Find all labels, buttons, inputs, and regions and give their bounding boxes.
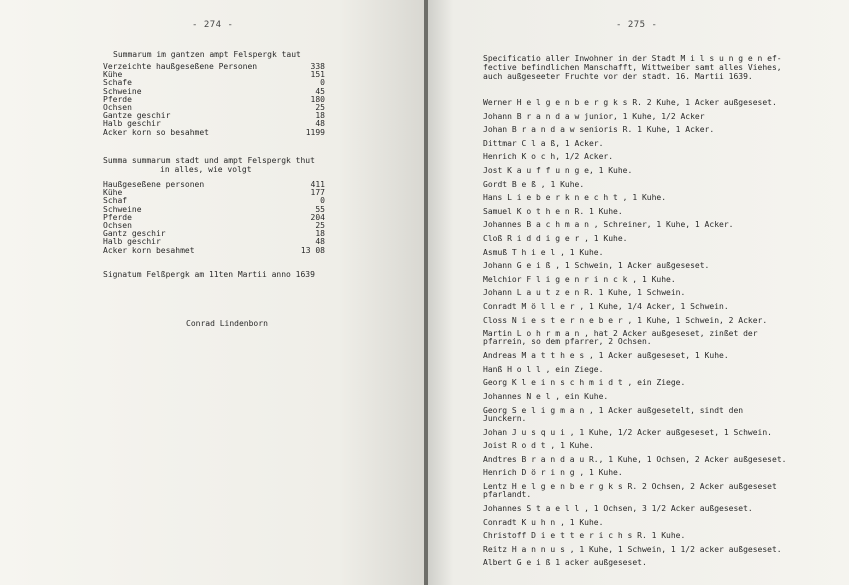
inhabitant-entry (483, 483, 843, 491)
inhabitant-entry (483, 276, 843, 284)
inhabitant-entry (483, 181, 843, 189)
tally-value: 25 (315, 103, 325, 112)
tally-label: Acker korn so besahmet (103, 127, 209, 137)
inhabitant-name: Albert G e i ß (483, 558, 551, 568)
inhabitant-holdings: hat 2 Acker außgeseset, zinßet der (588, 329, 758, 339)
inhabitant-holdings: 1/2 Acker. (560, 152, 614, 162)
inhabitant-entry (483, 317, 843, 325)
inhabitant-name: Johannes B a c h m a n , (483, 220, 599, 230)
tally-label: Verzeichte haußgeseßene Personen (103, 62, 258, 71)
inhabitant-name: Samuel K o t h e n (483, 206, 570, 216)
tally-label: Ochsen (103, 103, 132, 112)
inhabitant-holdings: 1 Schwein, 1 Acker außgeseset. (560, 261, 710, 271)
inhabitant-entry (483, 289, 843, 297)
inhabitant-holdings: R. 1 Kuhe. (632, 531, 686, 541)
inhabitant-holdings: 1 Kuhe. (588, 234, 628, 243)
inhabitant-entry (483, 140, 843, 148)
tally-value: 151 (310, 70, 325, 80)
signature-line: Signatum Felßpergk am 11ten Martii anno 1639 (103, 270, 315, 279)
tally-label: Schaf (103, 196, 128, 206)
inhabitant-name: Johann B r a n d a w (483, 111, 580, 121)
inhabitant-entry-continuation: pfarlandt. (483, 490, 532, 499)
tally-label: Pferde (103, 94, 132, 104)
inhabitant-holdings: 1 Kuhe. (584, 468, 623, 478)
tally-label: Kühe (103, 188, 123, 198)
inhabitant-name: Jost K a u f f u n g e, (483, 166, 594, 175)
inhabitant-entry (483, 352, 843, 360)
tally-value: 177 (310, 188, 325, 198)
tally-value: 204 (310, 212, 325, 222)
inhabitant-name: Conradt M ö l l e r , (483, 302, 585, 311)
inhabitant-name: Asmuß T h i e l , (483, 247, 565, 257)
inhabitant-holdings: 1 Acker. (560, 138, 604, 148)
tally-value: 411 (310, 180, 325, 189)
inhabitant-name: Christoff D i e t t e r i c h s (483, 531, 633, 541)
inhabitant-holdings: 1 Kuhe, 1 Schwein, 1 1/2 acker außgeseset. (574, 544, 782, 554)
tally-label: Gantz geschir (103, 229, 166, 239)
inhabitant-holdings: ein Kuhe. (560, 392, 609, 401)
inhabitant-holdings: 1 Kuhe. (564, 517, 604, 527)
inhabitant-entry-continuation: Junckern. (483, 413, 527, 423)
inhabitant-entry (483, 442, 843, 450)
inhabitant-holdings: R., 1 Kuhe, 1 Ochsen, 2 Acker außgeseset. (584, 454, 787, 464)
inhabitant-name: Andtres B r a n d a u (483, 454, 585, 464)
inhabitant-entry (483, 407, 843, 415)
inhabitant-holdings: 1 Ochsen, 3 1/2 Acker außgeseset. (588, 504, 753, 513)
tally-label: Halb geschir (103, 237, 161, 247)
inhabitant-name: Andreas M a t t h e s , (483, 351, 594, 361)
inhabitant-holdings: R. 1 Kuhe, 1 Schwein. (579, 288, 686, 298)
inhabitant-name: Cloß R i d d i g e r , (483, 234, 589, 243)
inhabitant-name: Werner H e l g e n b e r g k s (483, 98, 628, 107)
inhabitant-holdings: R. 2 Ochsen, 2 Acker außgeseset (622, 482, 777, 491)
inhabitant-entry (483, 126, 843, 134)
inhabitant-name: Reitz H a n n u s , (483, 544, 575, 554)
header-line: fective befindlichen Manschafft, Wittweiber samt alles Viehes, (483, 63, 782, 72)
inhabitant-name: Martin L o h r m a n , (483, 329, 589, 339)
inhabitant-name: Johannes S t a e l l , (483, 504, 589, 513)
inhabitant-holdings: 1 Kuhe. (627, 193, 667, 203)
inhabitant-entry (483, 379, 843, 387)
inhabitant-name: Georg S e l i g m a n , (483, 405, 594, 415)
inhabitant-entry (483, 505, 843, 513)
page-number: - 274 - (192, 20, 234, 30)
inhabitant-entry (483, 99, 843, 107)
inhabitant-name: Hans L i e b e r k n e c h t , (483, 193, 628, 203)
inhabitant-holdings: 1 Acker außgesetelt, sindt den (593, 405, 744, 415)
tally-value: 18 (315, 229, 325, 239)
inhabitant-name: Lentz H e l g e n b e r g k s (483, 482, 623, 491)
inhabitant-holdings: senioris R. 1 Kuhe, 1 Acker. (574, 125, 715, 135)
signer-name: Conrad Lindenborn (186, 319, 268, 328)
inhabitant-holdings: 1 acker außgeseset. (550, 558, 647, 568)
inhabitant-name: Johannes N e l , (483, 392, 561, 401)
inhabitant-holdings: ein Ziege. (632, 378, 686, 388)
tally-label: Acker korn besahmet (103, 245, 195, 255)
inhabitant-entry (483, 429, 843, 437)
grand-total-title: Summa summarum stadt und ampt Felspergk thut (103, 156, 315, 165)
inhabitant-entry (483, 194, 843, 202)
inhabitant-entry (483, 153, 843, 161)
inhabitant-entry (483, 393, 843, 401)
tally-label: Kühe (103, 70, 123, 80)
tally-value: 338 (310, 62, 325, 71)
inhabitant-entry (483, 546, 843, 554)
tally-value: 0 (320, 196, 325, 206)
tally-value: 55 (315, 204, 325, 214)
inhabitant-name: Johan J u s q u i (483, 427, 565, 437)
inhabitant-entry (483, 519, 843, 527)
inhabitant-entry (483, 208, 843, 216)
inhabitant-holdings: R. 2 Kuhe, 1 Acker außgeseset. (627, 98, 777, 107)
inhabitant-name: Joist R o d t , (483, 441, 556, 451)
inhabitant-holdings: junior, 1 Kuhe, 1/2 Acker (579, 111, 705, 121)
inhabitant-entry (483, 167, 843, 175)
inhabitant-entry (483, 532, 843, 540)
tally-value: 13 08 (300, 245, 325, 255)
inhabitant-entry (483, 113, 843, 121)
inhabitant-holdings: 1 Kuhe. (564, 247, 604, 257)
inhabitant-entry (483, 262, 843, 270)
inhabitant-holdings: 1 Kuhe, 1/4 Acker, 1 Schwein. (584, 302, 729, 311)
inhabitant-holdings: Schreiner, 1 Kuhe, 1 Acker. (598, 220, 734, 230)
inhabitant-entry (483, 303, 843, 311)
inhabitant-holdings: , 1 Kuhe, 1/2 Acker außgeseset, 1 Schwein. (564, 427, 772, 437)
inhabitant-name: Gordt B e ß , (483, 179, 546, 189)
inhabitant-holdings: 1 Acker außgeseset, 1 Kuhe. (593, 351, 729, 361)
right-page (428, 0, 849, 585)
tally-label: Schafe (103, 78, 132, 88)
tally-value: 25 (315, 221, 325, 230)
inhabitant-holdings: ein Ziege. (550, 364, 604, 374)
header-line: Specificatio aller Inwohner in der Stadt M i l s u n g e n ef- (483, 54, 782, 63)
page-number: - 275 - (616, 20, 658, 30)
inhabitant-name: Johann L a u t z e n (483, 288, 580, 298)
tally-label: Gantze geschir (103, 111, 171, 121)
tally-value: 18 (315, 111, 325, 121)
inhabitant-name: Conradt K u h n , (483, 517, 565, 527)
inhabitant-entry (483, 559, 843, 567)
inhabitant-holdings: 1 Kuhe. (637, 274, 676, 284)
inhabitant-name: Closs N i e s t e r n e b e r , (483, 315, 633, 325)
header-line: auch außgeseeter Fruchte vor der stadt. 16. Martii 1639. (483, 72, 753, 81)
inhabitant-entry (483, 469, 843, 477)
inhabitant-entry (483, 456, 843, 464)
inhabitant-name: Johan B r a n d a w (483, 125, 575, 135)
tally-label: Schweine (103, 86, 142, 96)
tally-value: 45 (315, 86, 325, 96)
tally-value: 180 (310, 94, 325, 104)
inhabitant-holdings: 1 Kuhe. (545, 179, 585, 189)
inhabitant-name: Johann G e i ß , (483, 261, 561, 271)
inhabitant-name: Melchior F l i g e n r i n c k , (483, 274, 638, 284)
tally-label: Haußgeseßene personen (103, 180, 205, 189)
inhabitant-holdings: 1 Kuhe. (593, 166, 633, 175)
inhabitant-name: Georg K l e i n s c h m i d t , (483, 378, 633, 388)
inhabitant-entry (483, 235, 843, 243)
inhabitant-name: Henrich D ö r i n g , (483, 468, 585, 478)
inhabitant-name: Henrich K o c h, (483, 152, 561, 162)
summary-title: Summarum im gantzen ampt Felspergk taut (113, 50, 301, 59)
tally-label: Pferde (103, 212, 132, 222)
inhabitant-name: Hanß H o l l , (483, 364, 551, 374)
inhabitant-entry (483, 221, 843, 229)
inhabitant-name: Dittmar C l a ß, (483, 138, 561, 148)
inhabitant-entry (483, 366, 843, 374)
tally-value: 0 (320, 78, 325, 88)
tally-value: 48 (315, 119, 325, 129)
grand-total-subtitle: in alles, wie volgt (160, 165, 252, 174)
inhabitant-entry (483, 249, 843, 257)
inhabitant-entry-continuation: pfarrein, so dem pfarrer, 2 Ochsen. (483, 337, 652, 347)
inhabitant-holdings: R. 1 Kuhe. (569, 206, 623, 216)
tally-label: Schweine (103, 204, 142, 214)
tally-value: 48 (315, 237, 325, 247)
inhabitant-holdings: 1 Kuhe, 1 Schwein, 2 Acker. (632, 315, 768, 325)
tally-label: Halb geschir (103, 119, 161, 129)
tally-label: Ochsen (103, 221, 132, 230)
left-page (0, 0, 424, 585)
tally-value: 1199 (305, 127, 325, 137)
inhabitant-holdings: 1 Kuhe. (555, 441, 594, 451)
